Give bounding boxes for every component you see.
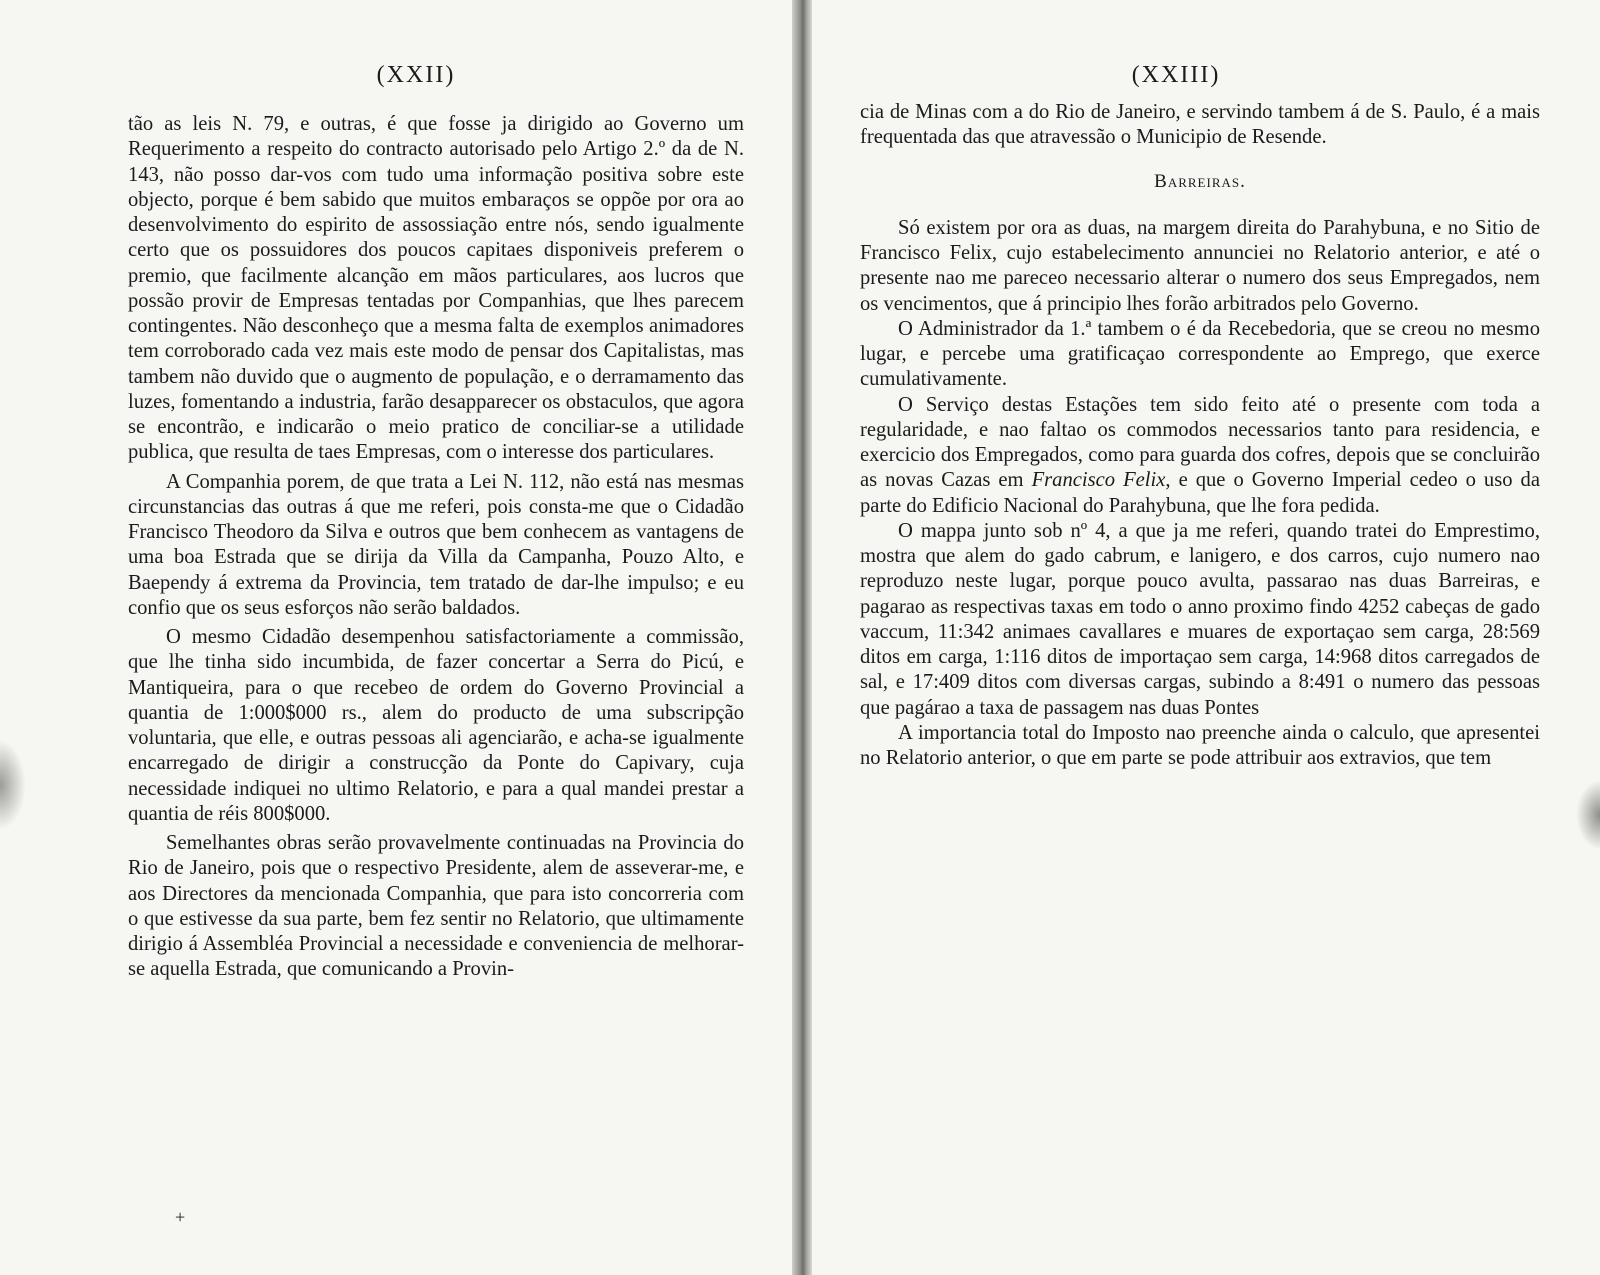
page-edge-shadow xyxy=(0,740,26,830)
paragraph: cia de Minas com a do Rio de Janeiro, e servindo tambem á de S. Paulo, é a mais frequentada das que atravessão o Municipio de Resende. xyxy=(860,101,1540,149)
paragraph: O mesmo Cidadão desempenhou satisfactoriamente a commissão, que lhe tinha sido incumbida, de fazer concertar a Serra do Picú, e Mantiqueira, para o que recebeo de ordem do Governo Provincial a quantia de 1:000$000 rs., alem do producto de uma subscripção voluntaria, que elle, e outras pessoas ali agenciarão, e acha-se igualmente encarregado de dirigir a construcção da Ponte do Capivary, cuja necessidade indiquei no ultimo Relatorio, e para a qual mandei prestar a quantia de réis 800$000. xyxy=(128,626,744,825)
italic-place-name: Francisco Felix xyxy=(1031,469,1166,492)
right-page xyxy=(812,0,1600,1275)
paragraph: Só existem por ora as duas, na margem direita do Parahybuna, e no Sitio de Francisco Felix, cujo estabelecimento annunciei no Relatorio anterior, e até o presente nao me pareceo necessario alterar o numero dos seus Empregados, nem os vencimentos, que á principio lhes forão arbitrados pelo Governo. xyxy=(860,216,1540,315)
page-number: (XXII) xyxy=(376,62,456,88)
page-edge-shadow xyxy=(1576,780,1600,850)
left-page-text xyxy=(128,112,744,983)
footer-mark: + xyxy=(175,1207,186,1227)
paragraph: A importancia total do Imposto nao preenche ainda o calculo, que apresentei no Relatorio anterior, o que em parte se pode attribuir aos extravios, que tem xyxy=(860,721,1540,769)
paragraph: tão as leis N. 79, e outras, é que fosse ja dirigido ao Governo um Requerimento a respeito do contracto autorisado pelo Artigo 2.º da de N. 143, não posso dar-vos com tudo uma informação positiva sobre este objecto, porque é bem sabido que muitos embaraços se oppõe por ora ao desenvolvimento do espirito de assossiação entre nós, sendo igualmente certo que os possuidores dos poucos capitaes disponiveis preferem o premio, que facilmente alcanção em mãos particulares, aos lucros que possão provir de Empresas tentadas por Companhias, que lhes parecem contingentes. Não desconheço que a mesma falta de exemplos animadores tem corroborado cada vez mais este modo de pensar dos Capitalistas, mas tambem não duvido que o augmento de população, e o derramamento das luzes, fomentando a industria, farão desapparecer os obstaculos, que agora se encontrão, e indicarão o meio pratico de conciliar-se a utilidade publica, que resulta de taes Empresas, com o interesse dos particulares. xyxy=(128,113,744,464)
paragraph: O mappa junto sob nº 4, a que ja me referi, quando tratei do Emprestimo, mostra que alem do gado cabrum, e lanigero, e dos carros, cujo numero nao reproduzo neste lugar, porque pouco avulta, passarao nas duas Barreiras, e pagarao as respectivas taxas em todo o anno proximo findo 4252 cabeças de gado vaccum, 11:342 animaes cavallares e muares de exportaçao sem carga, 28:569 ditos em carga, 1:116 ditos de importaçao sem carga, 14:968 ditos carregados de sal, e 17:409 ditos com diversas cargas, subindo a 8:491 o numero das pessoas que pagárao a taxa de passagem nas duas Pontes xyxy=(860,519,1540,719)
book-gutter xyxy=(792,0,812,1275)
left-page xyxy=(0,0,792,1275)
section-heading: Barreiras. xyxy=(1154,170,1246,192)
paragraph-text: , e que o Governo Imperial cedeo o uso da parte do Edificio Nacional do Parahybuna, que lhe fora pedida. xyxy=(860,469,1540,517)
paragraph xyxy=(860,393,1540,519)
paragraph: A Companhia porem, de que trata a Lei N. 112, não está nas mesmas circunstancias das outras á que me referi, pois consta-me que o Cidadão Francisco Theodoro da Silva e outros que bem conhecem as vantagens de uma boa Estrada que se dirija da Villa da Campanha, Pouzo Alto, e Baependy á extrema da Provincia, tem tratado de dar-lhe impulso; e eu confio que os seus esforços não serão baldados. xyxy=(128,470,744,619)
paragraph: Semelhantes obras serão provavelmente continuadas na Provincia do Rio de Janeiro, pois que o respectivo Presidente, alem de asseverar-me, e aos Directores da mencionada Companhia, que para isto concorreria com o que estivesse da sua parte, bem fez sentir no Relatorio, que ultimamente dirigio á Assembléa Provincial a necessidade e conveniencia de melhorar-se aquella Estrada, que comunicando a Provin- xyxy=(128,832,744,981)
page-number: (XXIII) xyxy=(1131,62,1221,88)
paragraph: O Administrador da 1.ª tambem o é da Recebedoria, que se creou no mesmo lugar, e percebe uma gratificaçao correspondente ao Emprego, que exerce cumulativamente. xyxy=(860,317,1540,391)
right-page-text xyxy=(860,100,1540,771)
paragraph-text: O Serviço destas Estações tem sido feito até o presente com toda a regularidade, e nao faltao os commodos necessarios tanto para residencia, e exercicio dos Empregados, como para guarda dos cofres, depois que se concluirão as novas Cazas em xyxy=(860,393,1540,492)
